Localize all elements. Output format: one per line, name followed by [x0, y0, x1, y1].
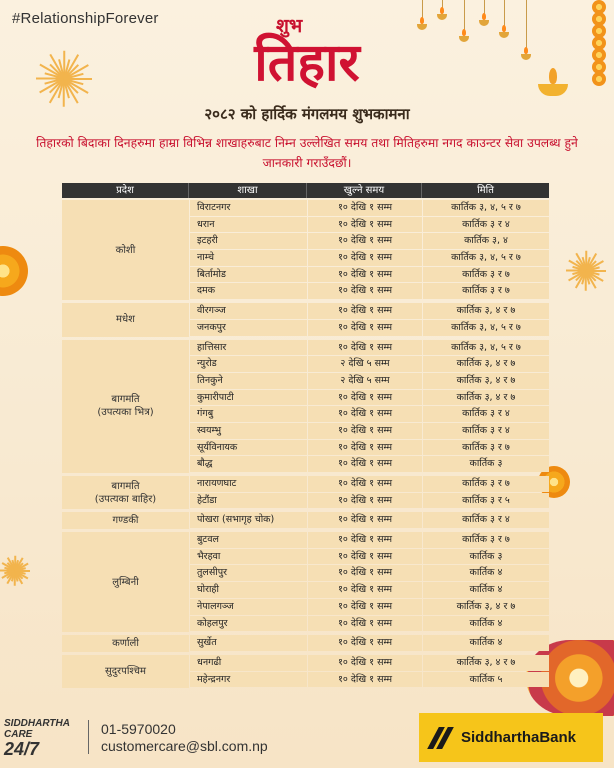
date-cell: कार्तिक ३, ४, ५ र ७ — [423, 200, 549, 216]
branch-cell: हेटौंडा — [190, 493, 307, 509]
province-label: बागमति (उपत्यका बाहिर) — [94, 480, 157, 505]
branch-cell: हात्तिसार — [190, 340, 307, 356]
province-group — [62, 635, 549, 652]
branch-cell: तिनकुने — [190, 373, 307, 389]
date-cell: कार्तिक ४ — [423, 565, 549, 581]
province-group — [62, 532, 549, 632]
table-row — [189, 283, 549, 299]
date-cell: कार्तिक ४ — [423, 616, 549, 632]
header-province: प्रदेश — [62, 183, 189, 198]
table-row — [189, 267, 549, 283]
table-row — [189, 532, 549, 548]
branch-cell: सुर्खेत — [190, 635, 307, 651]
province-cell — [62, 340, 189, 474]
date-cell: कार्तिक ३, ४ र ७ — [423, 303, 549, 319]
time-cell: १० देखि १ सम्म — [308, 549, 422, 565]
time-cell: १० देखि १ सम्म — [308, 532, 422, 548]
branch-cell: भैरहवा — [190, 549, 307, 565]
date-cell: कार्तिक ३ — [423, 549, 549, 565]
table-row — [189, 390, 549, 406]
time-cell: २ देखि ५ सम्म — [308, 356, 422, 372]
date-cell: कार्तिक ३, ४, ५ र ७ — [423, 340, 549, 356]
table-row — [189, 456, 549, 472]
time-cell: १० देखि १ सम्म — [308, 233, 422, 249]
time-cell: १० देखि १ सम्म — [308, 599, 422, 615]
table-row — [189, 616, 549, 632]
province-label: बागमति (उपत्यका भित्र) — [97, 394, 154, 419]
date-cell: कार्तिक ३ र ४ — [423, 512, 549, 528]
date-cell: कार्तिक ३ र ७ — [423, 532, 549, 548]
schedule-table — [62, 183, 549, 688]
bank-name: SiddharthaBank — [461, 729, 577, 746]
date-cell: कार्तिक ३ र ७ — [423, 283, 549, 299]
province-label: लुम्बिनी — [112, 576, 139, 588]
province-label: मधेश — [116, 314, 135, 326]
table-row — [189, 217, 549, 233]
branch-cell: विराटनगर — [190, 200, 307, 216]
branch-cell: घोराही — [190, 582, 307, 598]
table-row — [189, 406, 549, 422]
time-cell: १० देखि १ सम्म — [308, 655, 422, 671]
date-cell: कार्तिक ३ र ७ — [423, 267, 549, 283]
branch-cell: दमक — [190, 283, 307, 299]
province-group — [62, 340, 549, 474]
notice-text: तिहारको बिदाका दिनहरुमा हाम्रा विभिन्न शाखाहरुबाट निम्न उल्लेखित समय तथा मितिहरुमा नगद काउन्टर सेवा उपलब्ध हुने जानकारी गराउँदछौं। — [36, 136, 578, 170]
time-cell: १० देखि १ सम्म — [308, 512, 422, 528]
time-cell: १० देखि १ सम्म — [308, 283, 422, 299]
sunburst-decoration-icon — [566, 250, 606, 290]
table-row — [189, 582, 549, 598]
time-cell: १० देखि १ सम्म — [308, 456, 422, 472]
date-cell: कार्तिक ४ — [423, 635, 549, 651]
time-cell: १० देखि १ सम्म — [308, 303, 422, 319]
province-group — [62, 655, 549, 688]
time-cell: १० देखि १ सम्म — [308, 493, 422, 509]
time-cell: १० देखि १ सम्म — [308, 423, 422, 439]
phone-number[interactable]: 01-5970020 — [101, 721, 176, 737]
sunburst-decoration-icon — [0, 550, 30, 590]
province-cell — [62, 635, 189, 652]
table-row — [189, 303, 549, 319]
table-row — [189, 200, 549, 216]
branch-cell: तुलसीपुर — [190, 565, 307, 581]
header-branch: शाखा — [189, 183, 307, 198]
date-cell: कार्तिक ४ — [423, 582, 549, 598]
page-title: तिहार — [254, 32, 360, 93]
date-cell: कार्तिक ३, ४, ५ र ७ — [423, 320, 549, 336]
date-cell: कार्तिक ३ र ४ — [423, 217, 549, 233]
table-row — [189, 233, 549, 249]
branch-cell: वीरगञ्ज — [190, 303, 307, 319]
divider — [88, 720, 89, 754]
date-cell: कार्तिक ३, ४ र ७ — [423, 599, 549, 615]
greeting-text: २०८२ को हार्दिक मंगलमय शुभकामना — [204, 105, 410, 123]
table-row — [189, 512, 549, 528]
time-cell: १० देखि १ सम्म — [308, 406, 422, 422]
date-cell: कार्तिक ३, ४, ५ र ७ — [423, 250, 549, 266]
date-cell: कार्तिक ३ र ५ — [423, 493, 549, 509]
date-cell: कार्तिक ३ र ४ — [423, 423, 549, 439]
time-cell: २ देखि ५ सम्म — [308, 373, 422, 389]
care-logo-line: SIDDHARTHA — [4, 718, 70, 729]
branch-cell: धनगढी — [190, 655, 307, 671]
date-cell: कार्तिक ३, ४ र ७ — [423, 390, 549, 406]
table-row — [189, 440, 549, 456]
time-cell: १० देखि १ सम्म — [308, 390, 422, 406]
branch-cell: स्वयम्भु — [190, 423, 307, 439]
marigold-flower-icon — [0, 246, 28, 296]
time-cell: १० देखि १ सम्म — [308, 267, 422, 283]
hashtag: #RelationshipForever — [12, 10, 159, 27]
province-label: गण्डकी — [112, 515, 139, 527]
branch-cell: सूर्यविनायक — [190, 440, 307, 456]
care-logo-line: 24/7 — [4, 739, 40, 759]
branch-cell: बौद्ध — [190, 456, 307, 472]
branch-cell: बिर्तामोड — [190, 267, 307, 283]
province-label: कर्णाली — [112, 638, 139, 650]
email-address[interactable]: customercare@sbl.com.np — [101, 738, 268, 754]
branch-cell: बुटवल — [190, 532, 307, 548]
branch-cell: महेन्द्रनगर — [190, 672, 307, 688]
time-cell: १० देखि १ सम्म — [308, 616, 422, 632]
table-row — [189, 340, 549, 356]
province-cell — [62, 512, 189, 529]
time-cell: १० देखि १ सम्म — [308, 476, 422, 492]
time-cell: १० देखि १ सम्म — [308, 565, 422, 581]
table-body — [62, 200, 549, 688]
table-row — [189, 672, 549, 688]
table-row — [189, 493, 549, 509]
time-cell: १० देखि १ सम्म — [308, 672, 422, 688]
table-row — [189, 356, 549, 372]
branch-cell: पोखरा (सभागृह चोक) — [190, 512, 307, 528]
header-date: मिति — [477, 185, 494, 196]
time-cell: १० देखि १ सम्म — [308, 340, 422, 356]
date-cell: कार्तिक ३ र ७ — [423, 476, 549, 492]
date-cell: कार्तिक ५ — [423, 672, 549, 688]
header-time: खुल्ने समय — [307, 183, 422, 198]
table-row — [189, 599, 549, 615]
province-cell — [62, 655, 189, 688]
table-row — [189, 476, 549, 492]
siddhartha-bank-logo-icon — [429, 725, 455, 751]
date-cell: कार्तिक ३ र ७ — [423, 440, 549, 456]
date-cell: कार्तिक ३ र ४ — [423, 406, 549, 422]
province-group — [62, 200, 549, 300]
table-row — [189, 655, 549, 671]
date-cell: कार्तिक ३, ४ — [423, 233, 549, 249]
table-row — [189, 549, 549, 565]
branch-cell: इटहरी — [190, 233, 307, 249]
time-cell: १० देखि १ सम्म — [308, 635, 422, 651]
branch-cell: न्युरोड — [190, 356, 307, 372]
bank-logo — [419, 713, 603, 762]
time-cell: १० देखि १ सम्म — [308, 440, 422, 456]
care-logo — [4, 718, 70, 758]
table-row — [189, 565, 549, 581]
care-logo-line: CARE — [4, 729, 33, 740]
branch-cell: धरान — [190, 217, 307, 233]
province-label: कोशी — [115, 244, 136, 256]
province-group — [62, 512, 549, 529]
table-header — [62, 183, 549, 198]
time-cell: १० देखि १ सम्म — [308, 582, 422, 598]
date-cell: कार्तिक ३, ४ र ७ — [423, 356, 549, 372]
province-cell — [62, 476, 189, 509]
table-row — [189, 373, 549, 389]
branch-cell: कुमारीपाटी — [190, 390, 307, 406]
branch-cell: कोहलपुर — [190, 616, 307, 632]
date-cell: कार्तिक ३, ४ र ७ — [423, 373, 549, 389]
table-row — [189, 250, 549, 266]
time-cell: १० देखि १ सम्म — [308, 200, 422, 216]
branch-cell: जनकपुर — [190, 320, 307, 336]
province-label: सुदुरपश्चिम — [104, 666, 146, 678]
province-group — [62, 303, 549, 336]
shubh-heading: शुभ — [276, 15, 303, 37]
date-cell: कार्तिक ३ — [423, 456, 549, 472]
branch-cell: नेपालगञ्ज — [190, 599, 307, 615]
branch-cell: नारायणघाट — [190, 476, 307, 492]
date-cell: कार्तिक ३, ४ र ७ — [423, 655, 549, 671]
province-cell — [62, 532, 189, 632]
province-cell — [62, 303, 189, 336]
province-group — [62, 476, 549, 509]
branch-cell: गंगबु — [190, 406, 307, 422]
table-row — [189, 320, 549, 336]
time-cell: १० देखि १ सम्म — [308, 217, 422, 233]
time-cell: १० देखि १ सम्म — [308, 320, 422, 336]
table-row — [189, 635, 549, 651]
table-row — [189, 423, 549, 439]
branch-cell: नाम्चे — [190, 250, 307, 266]
province-cell — [62, 200, 189, 300]
time-cell: १० देखि १ सम्म — [308, 250, 422, 266]
